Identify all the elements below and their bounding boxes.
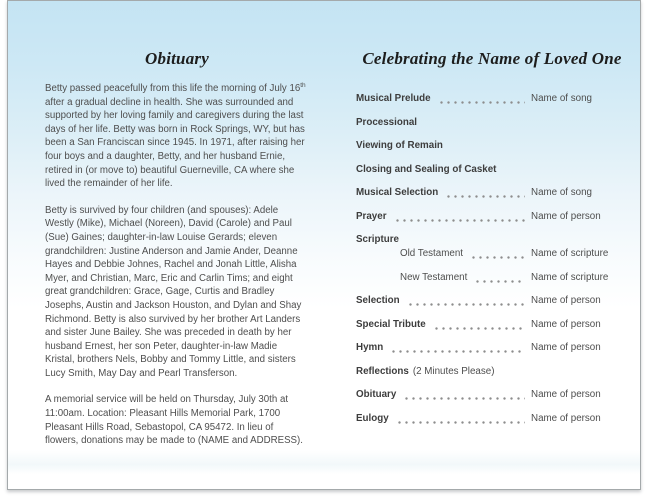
dotted-leader <box>390 342 525 353</box>
obituary-text-block <box>45 82 309 448</box>
dotted-leader <box>407 295 525 306</box>
service-row <box>356 272 628 283</box>
service-row <box>356 366 628 377</box>
service-row <box>356 187 628 198</box>
service-item-label: New Testament <box>400 271 468 283</box>
obituary-paragraph-2: Betty is survived by four children (and spouses): Adele Westly (Mike), Michael (Noreen), David (Carole) and Paul (Sue) Gaines; daughter-in-law Louise Gerards; eleven grandchildren: Justine Anderson and Jamie Ander, Deanne Hayes and Debbie Johnes, Rachel and Jonah Little, Alisha Myer, and Christian, Marc, Eric and Carlin Tims; and eight great grandchildren: Grace, Gage, Curtis and Bradley Josephs, Austin and Jackson Houston, and Dylan and Shay Richmond. Betty is also survived by her brother Art Landers and sister June Bailey. She was preceded in death by her husband Ernest, her son Peter, daughter-in-law Madie Kristal, brothers Nels, Bobby and Tommy Little, and sisters Lucy Smith, May Day and Pearl Transferson. <box>45 204 302 379</box>
service-item-label: Special Tribute <box>356 318 426 330</box>
service-row <box>356 319 628 330</box>
ordinal-superscript: th <box>300 81 306 89</box>
paragraph-text: after a gradual decline in health. She was surrounded and supported by her loving family and caregivers during the last days of her life. Betty was born in Rock Springs, WY, but has been a San Franciscan since 1945. In 1971, after raising her four boys and a daughter, Betty, and her husband Ernie, retired in (or move to) beautiful Guerneville, CA where she lived the remainder of her life. <box>45 96 305 190</box>
service-item-value: Name of song <box>531 187 592 198</box>
funeral-program-sheet <box>7 0 641 490</box>
service-item-label: Prayer <box>356 210 387 222</box>
order-of-service-page <box>324 1 640 489</box>
service-row <box>356 117 628 128</box>
service-item-label: Closing and Sealing of Casket <box>356 163 497 175</box>
service-row <box>356 211 628 222</box>
service-item-value: Name of person <box>531 295 601 306</box>
service-rows <box>356 93 628 424</box>
service-row <box>356 140 628 151</box>
service-item-value: Name of scripture <box>531 271 609 283</box>
dotted-leader <box>445 187 525 198</box>
service-item-value: Name of scripture <box>531 248 609 259</box>
service-item-value: Name of person <box>531 210 601 222</box>
service-title: Celebrating the Name of Loved One <box>362 49 622 68</box>
service-item-value: Name of person <box>531 318 601 330</box>
service-row <box>356 164 628 175</box>
service-item-value: Name of person <box>531 342 601 353</box>
dotted-leader <box>403 389 525 400</box>
dotted-leader <box>438 93 525 104</box>
service-item-label: Processional <box>356 116 417 128</box>
service-row <box>356 389 628 400</box>
service-row <box>356 342 628 353</box>
service-row <box>356 295 628 306</box>
service-item-value: Name of person <box>531 412 601 424</box>
service-item-label: Hymn <box>356 342 384 353</box>
service-row <box>356 234 628 245</box>
dotted-leader <box>470 248 525 259</box>
service-item-label: Musical Prelude <box>356 93 431 104</box>
service-row <box>356 413 628 424</box>
service-item-label: Old Testament <box>400 248 463 259</box>
service-item-label: Selection <box>356 295 400 306</box>
dotted-leader <box>396 413 525 424</box>
service-item-label: Scripture <box>356 234 400 245</box>
service-item-value: Name of song <box>531 93 592 104</box>
service-item-suffix: (2 Minutes Please) <box>412 365 495 377</box>
dotted-leader <box>394 211 525 222</box>
dotted-leader <box>433 319 525 330</box>
service-item-label: Viewing of Remain <box>356 140 443 151</box>
service-item-label: Reflections <box>356 365 409 377</box>
service-item-label: Obituary <box>356 389 397 400</box>
service-row <box>356 248 628 259</box>
obituary-title: Obituary <box>145 49 209 68</box>
service-item-value: Name of person <box>531 389 601 400</box>
dotted-leader <box>474 272 525 283</box>
obituary-paragraph-3: A memorial service will be held on Thursday, July 30th at 11:00am. Location: Pleasant Hills Memorial Park, 1700 Pleasant Hills Road, Sebastopol, CA 95472. In lieu of flowers, donations may be made to (NAME and ADDRESS). <box>45 394 303 447</box>
paragraph-text: Betty passed peacefully from this life the morning of July 16 <box>45 83 301 94</box>
service-item-label: Eulogy <box>356 412 389 424</box>
obituary-page <box>8 1 324 489</box>
obituary-paragraph-1 <box>45 82 309 191</box>
service-row <box>356 93 628 104</box>
service-item-label: Musical Selection <box>356 187 439 198</box>
